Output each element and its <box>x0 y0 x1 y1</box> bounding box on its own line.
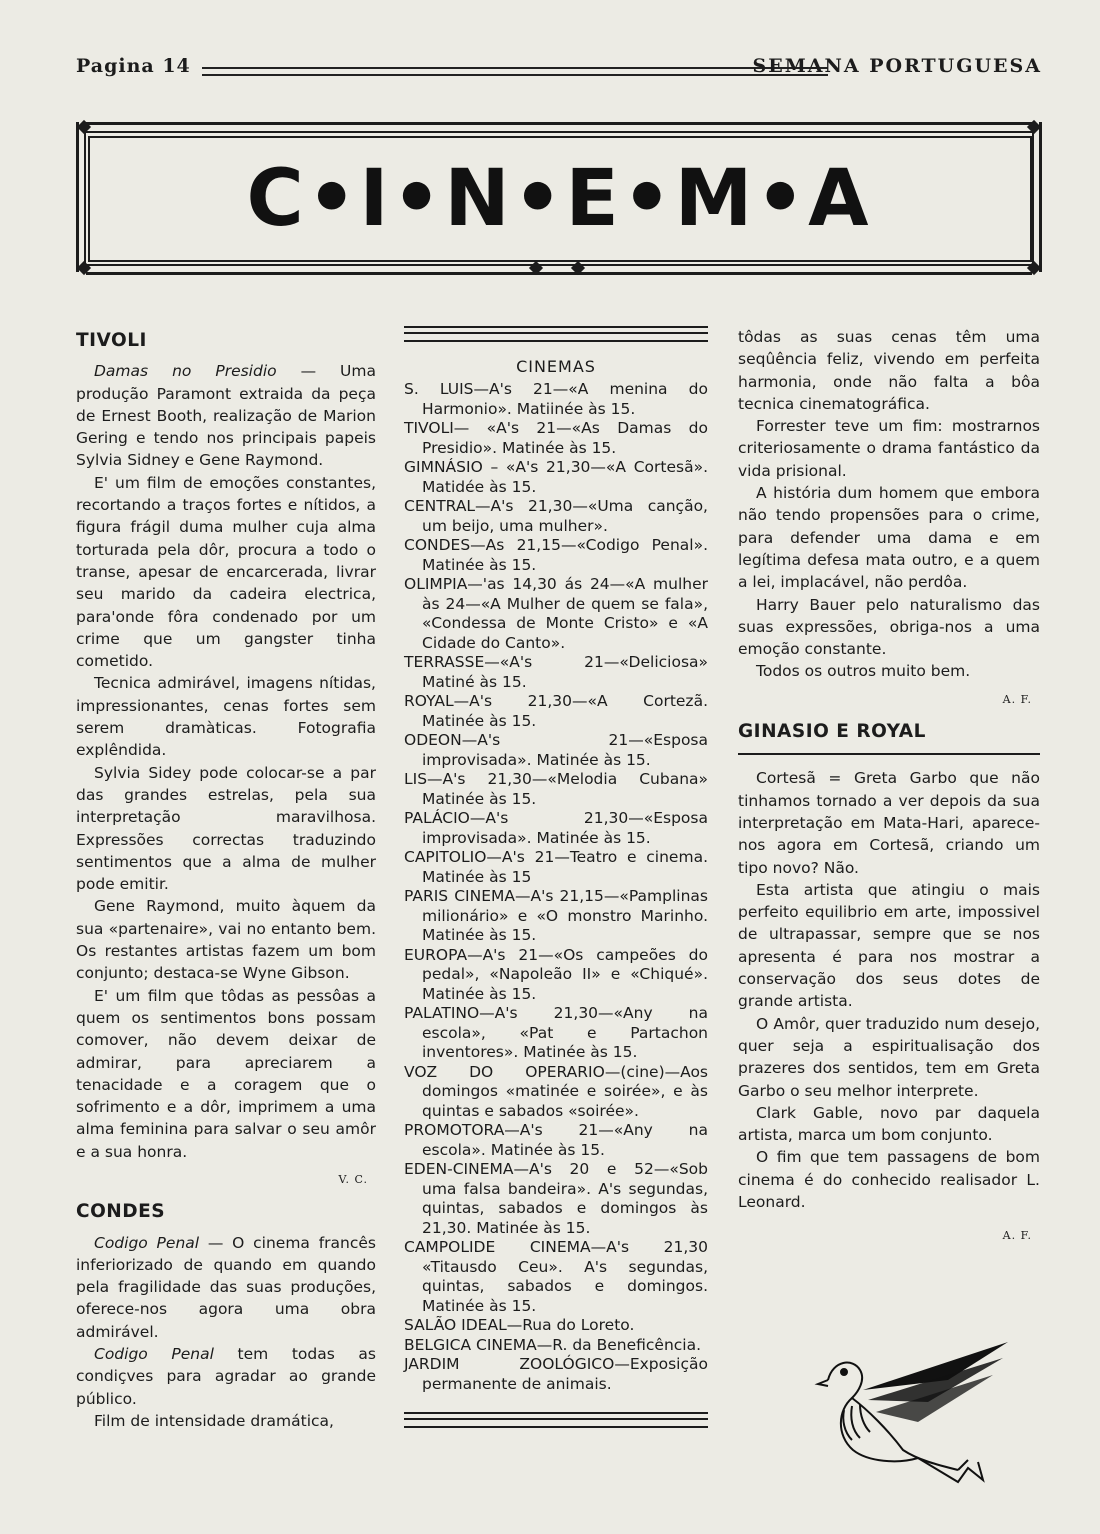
cinema-listing: SALÃO IDEAL—Rua do Loreto. <box>404 1316 635 1335</box>
review-paragraph: Cortesã = Greta Garbo que não tinhamos tornado a ver depois da sua interpretação em Mata-Hari, aparece-nos agora em Cortesã, criando um tipo novo? Não. <box>738 769 1040 877</box>
cinema-listing: TERRASSE—«A's 21—«Deliciosa» Matiné às 15. <box>404 653 708 691</box>
review-paragraph: Clark Gable, novo par daquela artista, marca um bom conjunto. <box>738 1103 1040 1145</box>
film-title: Codigo Penal <box>94 1345 214 1364</box>
cinema-listing: PROMOTORA—A's 21—«Any na escola». Matinée às 15. <box>404 1121 708 1159</box>
column-rule <box>404 1412 708 1428</box>
left-column <box>76 330 376 1432</box>
tivoli-paragraph: Gene Raymond, muito àquem da sua «partenaire», vai no entanto bem. Os restantes artistas fazem um bom conjunto; destaca-se Wyne Gibson. <box>76 897 376 983</box>
running-header <box>76 55 1042 81</box>
cinema-listing: VOZ DO OPERARIO—(cine)—Aos domingos «matinée e soirée», e às quintas e sabados «soirée». <box>404 1062 708 1120</box>
cinema-listing: TIVOLI— «A's 21—«As Damas do Presidio». Matinée às 15. <box>404 419 708 457</box>
publication-name: SEMANA PORTUGUESA <box>752 55 1042 77</box>
cinema-listing: GIMNÁSIO – «A's 21,30—«A Cortesã». Matidée às 15. <box>404 458 708 496</box>
cinema-listing: PALÁCIO—A's 21,30—«Esposa improvisada». Matinée às 15. <box>404 809 708 847</box>
tivoli-paragraph <box>76 360 376 471</box>
tivoli-paragraph: E' um film de emoções constantes, recortando a traços fortes e nítidos, a figura frágil duma mulher cuja alma torturada pela dôr, procura a todo o transe, apesar de encarcerada, livrar seu marido da cadeira electrica, para'onde fôra condenado por um crime que um gangster tinha cometido. <box>76 473 376 671</box>
page-number: Pagina 14 <box>76 55 191 77</box>
cinema-listing: EDEN-CINEMA—A's 20 e 52—«Sob uma falsa bandeira». A's segundas, quintas, sabados e domingos às 21,30. Matinée às 15. <box>404 1160 708 1237</box>
tivoli-heading: TIVOLI <box>76 330 147 351</box>
review-paragraph: A história dum homem que embora não tendo propensões para o crime, para defender uma dama e em legítima defesa mata outro, e a quem a lei, implacável, não perdôa. <box>738 484 1040 592</box>
cinema-listing: PALATINO—A's 21,30—«Any na escola», «Pat e Partachon inventores». Matinée às 15. <box>404 1004 708 1062</box>
cinema-listing: OLIMPIA—'as 14,30 ás 24—«A mulher às 24—«A Mulher de quem se fala», «Condessa de Monte Cristo» e «A Cidade do Canto». <box>404 575 708 652</box>
paragraph-text: — Uma produção Paramont extraida da peça de Ernest Booth, realização de Marion Gering e tendo nos principais papeis Sylvia Sidney e Gene Raymond. <box>76 362 376 470</box>
film-title: Codigo Penal <box>94 1233 200 1252</box>
review-paragraph: Todos os outros muito bem. <box>756 662 971 681</box>
cinema-listing: CAPITOLIO—A's 21—Teatro e cinema. Matinée às 15 <box>404 848 708 886</box>
ginasio-royal-heading: GINASIO E ROYAL <box>738 721 1040 755</box>
cinema-listing: PARIS CINEMA—A's 21,15—«Pamplinas milionário» e «O monstro Marinho. Matinée às 15. <box>404 887 708 945</box>
cinema-listing: ROYAL—A's 21,30—«A Cortezã. Matinée às 15. <box>404 692 708 730</box>
author-signature: A. F. <box>1002 1229 1032 1243</box>
condes-paragraph <box>76 1232 376 1343</box>
cinema-listing: CAMPOLIDE CINEMA—A's 21,30 «Titausdo Ceu». A's segundas, quintas, sabados e domingos. Matinée às 15. <box>404 1238 708 1315</box>
author-signature: V. C. <box>338 1172 368 1186</box>
masthead-bottom-rule <box>86 264 1032 275</box>
condes-heading: CONDES <box>76 1201 166 1223</box>
paragraph-text: — O cinema francês inferiorizado de quando em quando pela fragilidade das suas produções, oferece-nos agora uma obra admirável. <box>76 1233 376 1341</box>
condes-paragraph: Film de intensidade dramática, <box>94 1411 334 1430</box>
review-paragraph: tôdas as suas cenas têm uma seqûência feliz, vivendo em perfeita harmonia, onde não falta a bôa tecnica cinematográfica. <box>738 328 1040 413</box>
header-rule <box>202 67 828 76</box>
review-paragraph: Esta artista que atingiu o mais perfeito equilibrio em arte, impossivel de ultrapassar, sempre que se nos apresenta é para nos mostrar a conservação dos seus dotes de grande artista. <box>738 880 1040 1011</box>
cinema-listing: ODEON—A's 21—«Esposa improvisada». Matinée às 15. <box>404 731 708 769</box>
tivoli-paragraph: Sylvia Sidey pode colocar-se a par das grandes estrelas, pela sua interpretação maravilhosa. Expressões correctas traduzindo sentimentos que a alma de mulher pode emitir. <box>76 763 376 894</box>
author-signature: A. F. <box>1002 692 1032 706</box>
tivoli-paragraph: Tecnica admirável, imagens nítidas, impressionantes, cenas fortes sem serem dramàticas. Fotografia explêndida. <box>76 674 376 760</box>
cinemas-heading: CINEMAS <box>516 357 596 376</box>
cinemas-column <box>404 326 708 1434</box>
review-paragraph: Harry Bauer pelo naturalismo das suas expressões, obriga-nos a uma emoção constante. <box>738 595 1040 659</box>
column-rule <box>404 326 708 342</box>
cinema-listing: JARDIM ZOOLÓGICO—Exposição permanente de animais. <box>404 1355 708 1393</box>
cinema-listing: BELGICA CINEMA—R. da Beneficência. <box>404 1335 702 1354</box>
masthead-top-rule <box>86 122 1032 133</box>
film-title: Damas no Presidio <box>94 362 277 381</box>
cinema-listing: EUROPA—A's 21—«Os campeões do pedal», «Napoleão II» e «Chiqué». Matinée às 15. <box>404 945 708 1003</box>
cinema-listing: LIS—A's 21,30—«Melodia Cubana» Matinée às 15. <box>404 770 708 808</box>
section-title: C•I•N•E•M•A <box>246 154 872 244</box>
review-paragraph: O fim que tem passagens de bom cinema é do conhecido realisador L. Leonard. <box>738 1148 1040 1211</box>
review-paragraph: O Amôr, quer traduzido num desejo, quer seja a espiritualisação dos prazeres dos sentidos, tem em Greta Garbo o seu melhor interprete. <box>738 1014 1040 1100</box>
section-masthead <box>76 118 1042 278</box>
cinema-listing: CONDES—As 21,15—«Codigo Penal». Matinée às 15. <box>404 536 708 574</box>
bird-illustration-icon <box>808 1340 1018 1490</box>
review-paragraph: Forrester teve um fim: mostrarnos criteriosamente o drama fantástico da vida prisional. <box>738 417 1040 480</box>
right-column <box>738 326 1040 1258</box>
cinema-listings <box>404 380 708 1394</box>
cinema-listing: CENTRAL—A's 21,30—«Uma canção, um beijo, uma mulher». <box>404 497 708 535</box>
tivoli-paragraph: E' um film que tôdas as pessôas a quem os sentimentos bons possam comover, não devem deixar de admirar, para apreciarem a tenacidade e a coragem que o sofrimento e a dôr, imprimem a uma alma feminina para salvar o seu amôr e a sua honra. <box>76 986 376 1161</box>
paragraph-text: tem todas as condiçves para agradar ao grande público. <box>76 1345 376 1408</box>
condes-paragraph <box>76 1343 376 1410</box>
cinema-listing: S. LUIS—A's 21—«A menina do Harmonio». Matiinée às 15. <box>404 380 708 418</box>
